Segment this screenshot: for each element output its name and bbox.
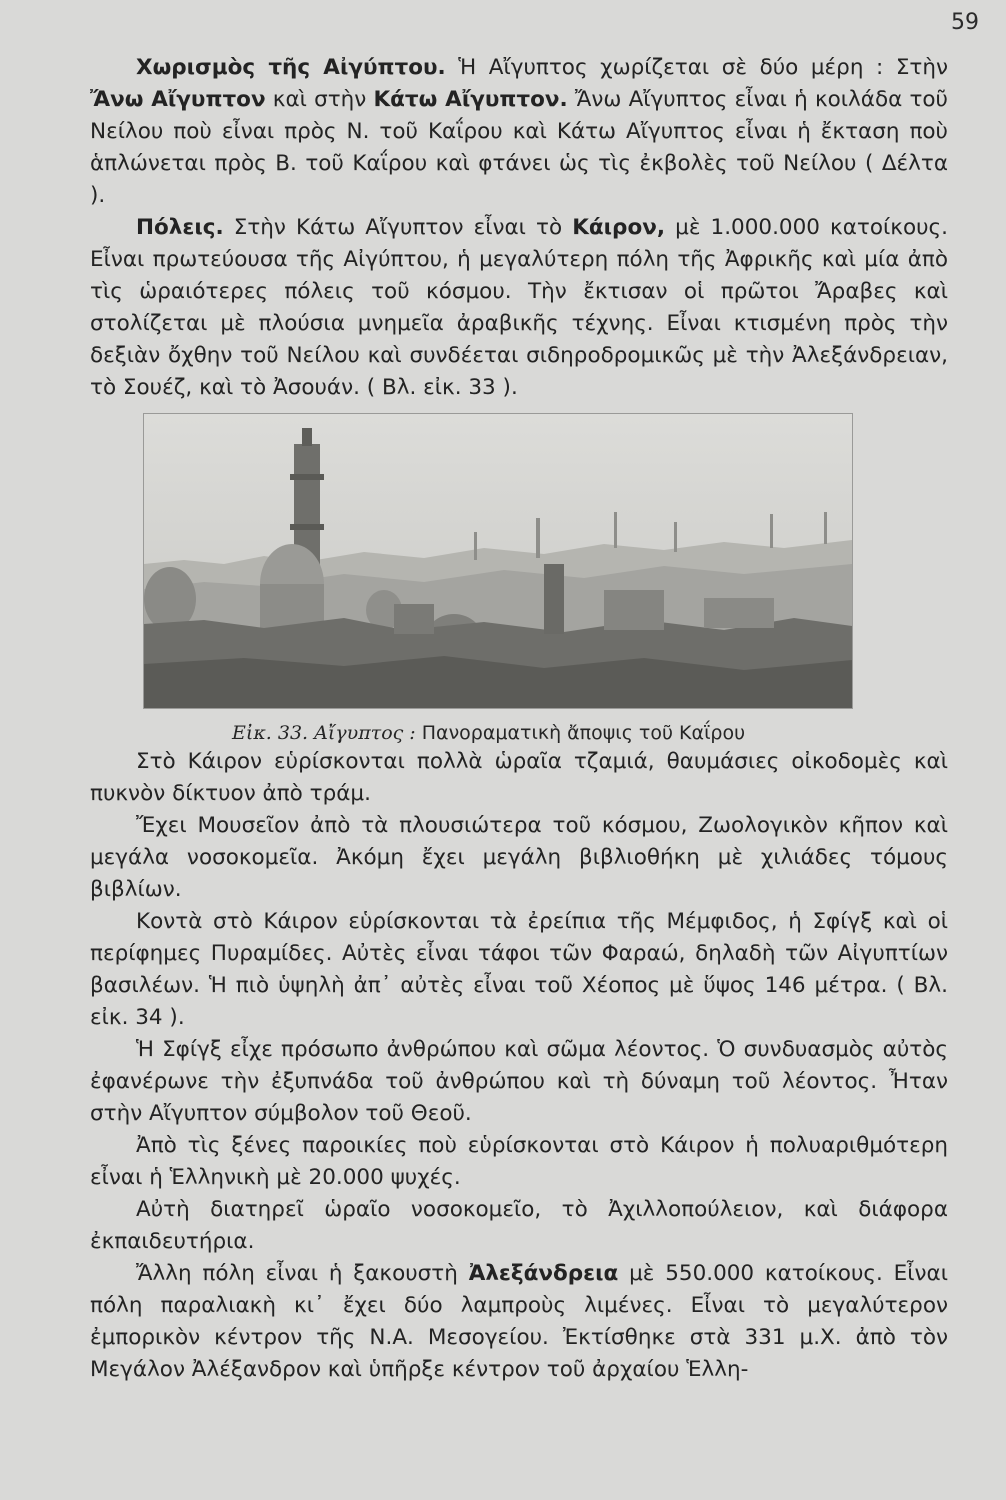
- figure-caption-label: Εἰκ. 33. Αἴγυπτος :: [232, 722, 416, 744]
- cairo-panorama-photo: [143, 413, 853, 709]
- paragraph-hospital: Αὐτὴ διατηρεῖ ὡραῖο νοσοκομεῖο, τὸ Ἀχιλλοπούλειον, καὶ διάφορα ἐκπαιδευτήρια.: [90, 1197, 948, 1254]
- paragraph-cairo-sights: Στὸ Κάιρον εὑρίσκονται πολλὰ ὡραῖα τζαμιά, θαυμάσιες οἰκοδομὲς καὶ πυκνὸν δίκτυον ἀπὸ τράμ.: [90, 749, 948, 806]
- alexandria-text-1: Ἄλλη πόλη εἶναι ἡ ξακουστὴ: [136, 1261, 469, 1286]
- page-number: 59: [951, 10, 979, 35]
- paragraph-sphinx: Ἡ Σφίγξ εἶχε πρόσωπο ἀνθρώπου καὶ σῶμα λέοντος. Ὁ συνδυασμὸς αὐτὸς ἐφανέρωνε τὴν ἐξυπνάδα τοῦ ἀνθρώπου καὶ τὴ δύναμη τοῦ λέοντος. Ἦταν στὴν Αἴγυπτον σύμβολον τοῦ Θεοῦ.: [90, 1037, 948, 1126]
- alexandria-term: Ἀλεξάνδρεια: [468, 1261, 619, 1286]
- figure-caption: [232, 722, 822, 744]
- paragraph-division-of-egypt: [90, 52, 948, 212]
- division-text-2: καὶ στὴν: [265, 87, 374, 112]
- division-text-1: Ἡ Αἴγυπτος χωρίζεται σὲ δύο μέρη : Στὴν: [458, 55, 948, 80]
- bottom-text-block: [90, 746, 948, 1386]
- upper-egypt-term: Ἄνω Αἴγυπτον: [90, 87, 266, 112]
- paragraph-pyramids: Κοντὰ στὸ Κάιρον εὑρίσκονται τὰ ἐρείπια τῆς Μέμφιδος, ἡ Σφίγξ καὶ οἱ περίφημες Πυραμίδες. Αὐτὲς εἶναι τάφοι τῶν Φαραώ, δηλαδὴ τῶν Αἰγυπτίων βασιλέων. Ἡ πιὸ ὑψηλὴ ἀπ᾽ αὐτὲς εἶναι τοῦ Χέοπος μὲ ὕψος 146 μέτρα. ( Βλ. εἰκ. 34 ).: [90, 909, 948, 1030]
- cities-text-2: μὲ 1.000.000 κατοίκους. Εἶναι πρωτεύουσα τῆς Αἰγύπτου, ἡ μεγαλύτερη πόλη τῆς Ἀφρικῆς καὶ μία ἀπὸ τὶς ὡραιότερες πόλεις τοῦ κόσμου. Τὴν ἔκτισαν οἱ πρῶτοι Ἄραβες καὶ στολίζεται μὲ πλούσια μνημεῖα ἀραβικῆς τέχνης. Εἶναι κτισμένη πρὸς τὴν δεξιὰν ὄχθην τοῦ Νείλου καὶ συνδέεται σιδηροδρομικῶς μὲ τὴν Ἀλεξάνδρειαν, τὸ Σουέζ, καὶ τὸ Ἀσουάν. ( Βλ. εἰκ. 33 ).: [90, 215, 948, 400]
- paragraph-alexandria: [90, 1258, 948, 1386]
- top-text-block: [90, 52, 948, 404]
- alexandria-text-2: μὲ 550.000 κατοίκους. Εἶναι πόλη παραλιακὴ κι᾽ ἔχει δύο λαμπροὺς λιμένες. Εἶναι τὸ μεγαλύτερον ἐμπορικὸν κέντρον τῆς Ν.Α. Μεσογείου. Ἐκτίσθηκε στὰ 331 μ.Χ. ἀπὸ τὸν Μεγάλον Ἀλέξανδρον καὶ ὑπῆρξε κέντρον τοῦ ἀρχαίου Ἑλλη-: [90, 1261, 948, 1382]
- heading-cities: Πόλεις.: [136, 215, 224, 240]
- heading-division-of-egypt: Χωρισμὸς τῆς Αἰγύπτου.: [136, 55, 446, 80]
- lower-egypt-term: Κάτω Αἴγυπτον.: [373, 87, 568, 112]
- cairo-term: Κάιρον,: [572, 215, 666, 240]
- cairo-panorama-illustration: [144, 414, 852, 708]
- cities-text-1: Στὴν Κάτω Αἴγυπτον εἶναι τὸ: [223, 215, 573, 240]
- figure-caption-text: Πανοραματικὴ ἄποψις τοῦ Καΐρου: [415, 722, 746, 744]
- paragraph-cities: [90, 212, 948, 404]
- paragraph-colonies: Ἀπὸ τὶς ξένες παροικίες ποὺ εὑρίσκονται στὸ Κάιρον ἡ πολυαριθμότερη εἶναι ἡ Ἑλληνικὴ μὲ 20.000 ψυχές.: [90, 1133, 948, 1190]
- paragraph-museum: Ἔχει Μουσεῖον ἀπὸ τὰ πλουσιώτερα τοῦ κόσμου, Ζωολογικὸν κῆπον καὶ μεγάλα νοσοκομεῖα. Ἀκόμη ἔχει μεγάλη βιβλιοθήκη μὲ χιλιάδες τόμους βιβλίων.: [90, 813, 948, 902]
- division-text-3: Ἄνω Αἴγυπτος εἶναι ἡ κοιλάδα τοῦ Νείλου ποὺ εἶναι πρὸς Ν. τοῦ Καΐρου καὶ Κάτω Αἴγυπτος εἶναι ἡ ἔκταση ποὺ ἁπλώνεται πρὸς Β. τοῦ Καΐρου καὶ φτάνει ὡς τὶς ἐκβολὲς τοῦ Νείλου ( Δέλτα ).: [90, 87, 948, 208]
